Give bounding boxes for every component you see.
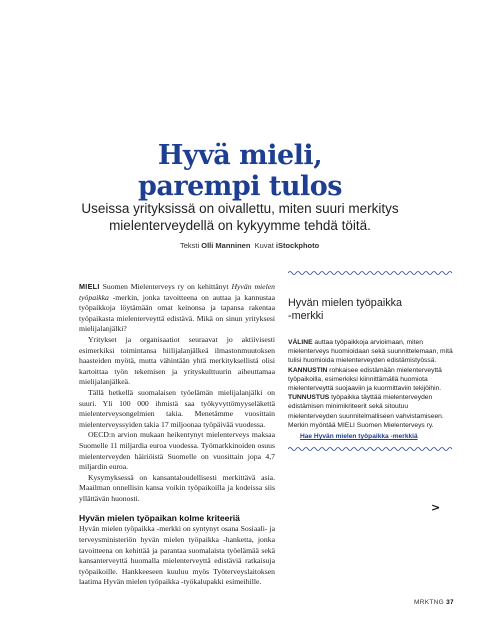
apply-badge-link[interactable]: Hae Hyvän mielen työpaikka -merkkiä (300, 433, 418, 441)
byline-author: Olli Manninen (201, 241, 251, 250)
sidebar-item-vaiine (288, 338, 454, 366)
byline-photo: iStockphoto (275, 241, 320, 250)
sidebar-key-2: KANNUSTIN (288, 366, 328, 374)
sidebar-text-2: rohkaisee edistämään mielenterveyttä työpaikoilla, esimerkiksi kiinnittämällä huomiota mielenterveyttä suojaaviin ja kuormittaviin tekijöihin. (288, 366, 442, 393)
paragraph-4: OECD:n arvion mukaan heikentynyt mielenterveys maksaa Suomelle 11 miljardia euroa vuodessa. Työmarkkinoiden osuus mielenterveyden häiriöistä Suomelle on vuosittain jopa 4,7 miljardin euroa. (79, 430, 275, 472)
p1-text-b: -merkin, jonka tavoitteena on auttaa ja kannustaa työpaikkoja löytämään omat keinonsa ja tapansa rakentaa työpaikasta mielenterveyttä edistävä. Mikä on sinun yrityksesi mielijalanjälki? (79, 292, 275, 334)
sidebar-text-1: auttaa työpaikkoja arvioimaan, miten mielenterveys huomioidaan sekä suunnittelemaan, mitä tulisi huomioida mielenterveyden edistämistyössä. (288, 339, 453, 365)
p1-italic: Hyvän mielen työpaikka (79, 282, 275, 302)
sidebar-item-tunnustus (288, 393, 454, 430)
paragraph-6: Hyvän mielen työpaikka -merkki on syntynyt osana Sosiaali- ja terveysministeriön hyvän mielen työpaikka -hanketta, jonka tavoitteena on kehittää ja parantaa suomalaista työelämää sekä kansanterveyttä huomalla mielenterveyttä edistäviä ratkaisuja työpaikoille. Hankkeeseen kuuluu myös Työterveyslaitoksen laatima Hyvän mielen työpaikka -työkalupakki esimeihille. (79, 524, 275, 587)
title-line-1: Hyvä mieli, (157, 140, 323, 171)
paragraph-1 (79, 282, 275, 335)
sidebar-title-line-2: -merkki (288, 310, 324, 322)
subtitle-line-2: mielenterveydellä on kykyymme tehdä töitä. (109, 218, 371, 233)
byline (180, 241, 319, 250)
article-body (79, 282, 275, 588)
article-title (0, 140, 480, 202)
wavy-divider-bottom (288, 446, 454, 452)
sidebar-box (288, 270, 454, 452)
sidebar-key-1: VÄLINE (288, 339, 313, 346)
next-page-arrow-icon: > (431, 501, 441, 514)
sidebar-key-3: TUNNUSTUS (288, 394, 330, 402)
page-folio (414, 599, 454, 606)
lead-word: MIELI (79, 282, 100, 291)
page-number: 37 (446, 599, 454, 606)
sidebar-title-line-1: Hyvän mielen työpaikka (288, 297, 403, 309)
byline-text-label: Teksti (180, 241, 200, 250)
sidebar-title (288, 297, 454, 323)
sidebar-text-3: työpaikka täyttää mielenterveyden edistämisen minimikriteerit sekä sitoutuu mielenterveyden suunnitelmalliseen vahvistamiseen. Merkin myöntää MIELI Suomen Mielenterveys ry. (288, 394, 444, 429)
subtitle-line-1: Useissa yrityksissä on oivallettu, miten suuri merkitys (81, 201, 399, 216)
sidebar-body (288, 338, 454, 430)
p1-text-a: Suomen Mielenterveys ry on kehittänyt (99, 282, 232, 291)
byline-photo-label: Kuvat (254, 241, 274, 250)
paragraph-5: Kysymyksessä on kansantaloudellisesti merkittävä asia. Maailman onnellisin kansa voikin työpaikoilla ja kodeissa siis yllättävän huonosti. (79, 472, 275, 503)
magazine-name: MRKTNG (414, 599, 444, 606)
paragraph-3: Tällä hetkellä suomalaisen työelämän mielijalanjälki on suuri. Yli 100 000 ihmistä saa työkyvyttömyyseläkettä mielenterveysongelmien takia. Menetämme vuosittain mielenterveyssyiden takia 17 miljoonaa työpäivää vuodessa. (79, 387, 275, 429)
article-subtitle (0, 200, 480, 234)
paragraph-2: Yritykset ja organisaatiot seuraavat jo aktiivisesti esimerkiksi toimintansa hiilijalanjälkeä ilmastonmuutoksen haasteiden myötä, mutta vähintään yhtä merkityksellistä olisi kartoittaa työn tekemisen ja yrityskulttuurin aiheuttamaa mielijalanjälkeä. (79, 334, 275, 387)
section-heading: Hyvän mielen työpaikan kolme kriteeriä (79, 513, 240, 524)
title-line-2: parempi tulos (138, 171, 342, 202)
wavy-divider-top (288, 270, 454, 276)
sidebar-item-kannustin (288, 366, 454, 394)
